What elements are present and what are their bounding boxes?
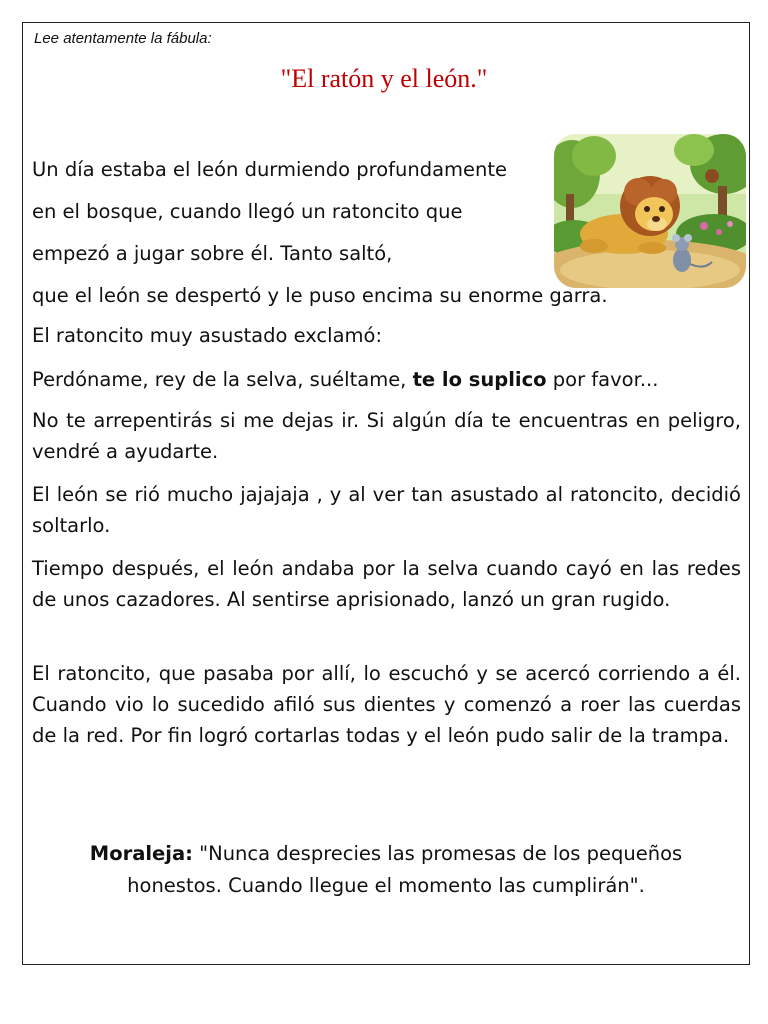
fable-title: "El ratón y el león." <box>280 64 488 93</box>
plea-emphasis: te lo suplico <box>412 368 547 391</box>
story-line-3: empezó a jugar sobre él. Tanto saltó, <box>32 242 393 265</box>
story-paragraph-2: El león se rió mucho jajajaja , y al ver tan asustado al ratoncito, decidió soltarlo. <box>32 483 741 537</box>
story-paragraph-1: No te arrepentirás si me dejas ir. Si algún día te encuentras en peligro, vendré a ayudarte. <box>32 409 741 463</box>
story-line-2: en el bosque, cuando llegó un ratoncito que <box>32 200 463 223</box>
lion-and-mouse-illustration <box>554 134 746 288</box>
story-line-1: Un día estaba el león durmiendo profundamente <box>32 158 508 181</box>
plea-paragraph <box>32 364 752 395</box>
moral-block <box>40 838 732 902</box>
plea-text-after: por favor... <box>546 368 659 391</box>
moral-text: "Nunca desprecies las promesas de los pequeños honestos. Cuando llegue el momento las cumplirán". <box>127 842 683 897</box>
story-line-4: que el león se despertó y le puso encima su enorme garra. <box>32 284 608 307</box>
moral-label: Moraleja: <box>89 842 193 865</box>
instruction-text: Lee atentamente la fábula: <box>34 30 212 47</box>
plea-text-before: Perdóname, rey de la selva, suéltame, <box>32 368 413 391</box>
story-paragraph-3: Tiempo después, el león andaba por la selva cuando cayó en las redes de unos cazadores. Al sentirse aprisionado, lanzó un gran rugido. <box>32 557 741 611</box>
story-paragraph-4: El ratoncito, que pasaba por allí, lo escuchó y se acercó corriendo a él. Cuando vio lo sucedido afiló sus dientes y comenzó a roer las cuerdas de la red. Por fin logró cortarlas todas y el león pudo salir de la trampa. <box>32 662 741 747</box>
story-line-5: El ratoncito muy asustado exclamó: <box>32 324 383 347</box>
